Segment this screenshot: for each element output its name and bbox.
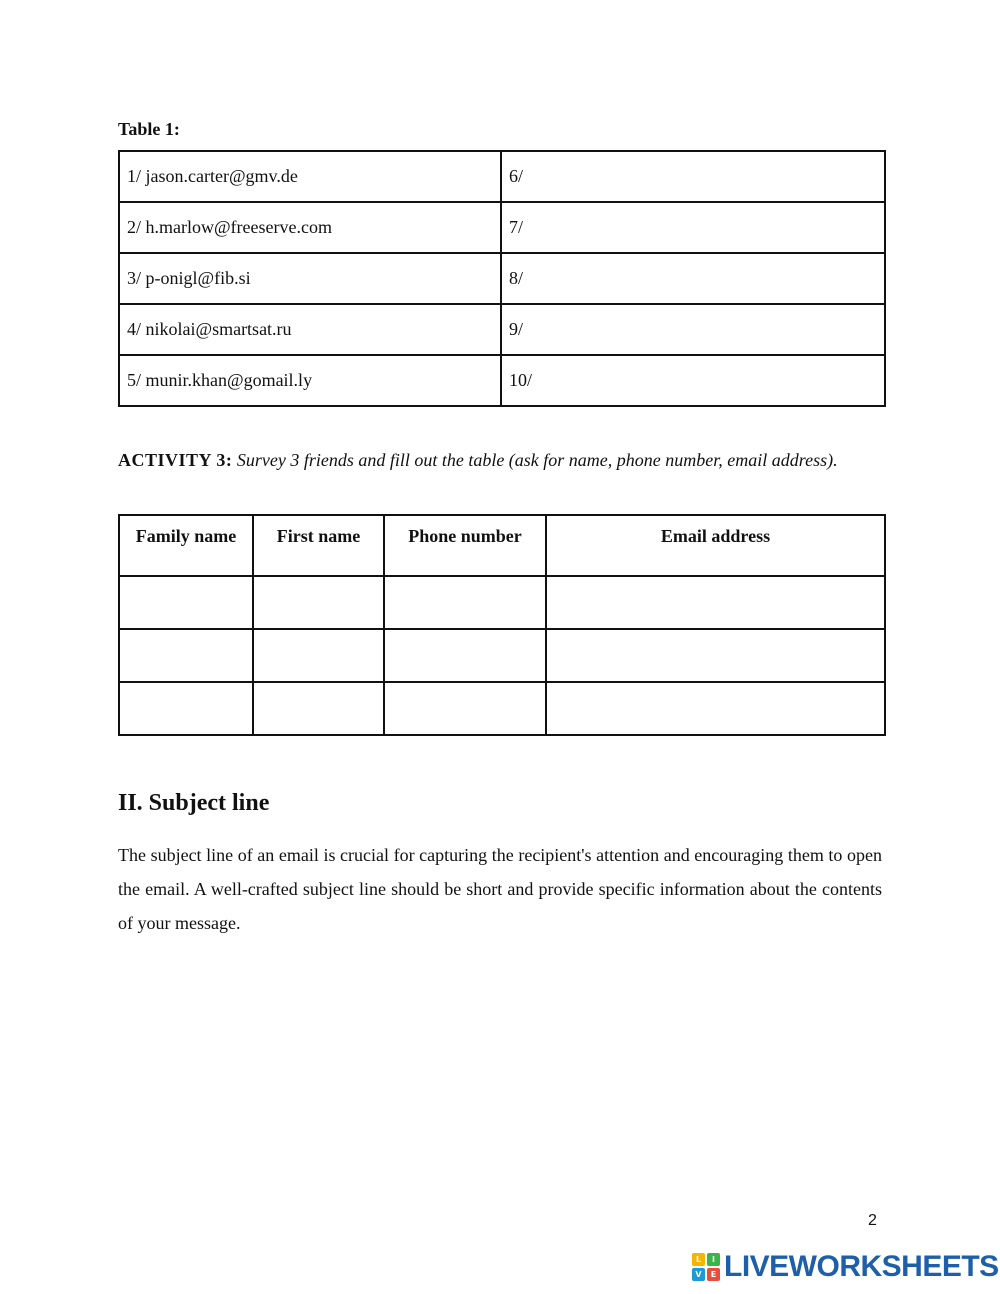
table-cell: 1/ jason.carter@gmv.de <box>119 151 501 202</box>
logo-tile: V <box>692 1268 705 1281</box>
table-cell[interactable] <box>384 576 546 629</box>
activity-3-label: ACTIVITY 3: <box>118 450 233 470</box>
table-cell[interactable] <box>384 629 546 682</box>
liveworksheets-logo[interactable] <box>692 1250 999 1284</box>
table-cell[interactable]: 7/ <box>501 202 885 253</box>
page-number: 2 <box>868 1212 877 1229</box>
table-row <box>119 682 885 735</box>
table-row <box>119 576 885 629</box>
table-cell: 2/ h.marlow@freeserve.com <box>119 202 501 253</box>
table-cell: 3/ p-onigl@fib.si <box>119 253 501 304</box>
logo-tile: E <box>707 1268 720 1281</box>
liveworksheets-brand-text: LIVEWORKSHEETS <box>724 1250 999 1283</box>
table-cell[interactable] <box>119 576 253 629</box>
table-cell[interactable] <box>253 682 384 735</box>
table-row <box>119 629 885 682</box>
table-cell[interactable] <box>119 682 253 735</box>
logo-tile: L <box>692 1253 705 1266</box>
table-cell[interactable]: 8/ <box>501 253 885 304</box>
section-heading: II. Subject line <box>118 790 270 816</box>
logo-tile: I <box>707 1253 720 1266</box>
table-row <box>119 253 885 304</box>
table-row <box>119 304 885 355</box>
section-paragraph: The subject line of an email is crucial for capturing the recipient's attention and encouraging them to open the email. A well-crafted subject line should be short and provide specific information about the contents of your message. <box>118 845 882 933</box>
column-header-phone-number: Phone number <box>384 515 546 576</box>
liveworksheets-logo-icon <box>692 1253 720 1281</box>
table-cell[interactable] <box>253 576 384 629</box>
table-header-row <box>119 515 885 576</box>
table-cell[interactable] <box>119 629 253 682</box>
table-cell[interactable] <box>384 682 546 735</box>
table-row <box>119 355 885 406</box>
table-cell[interactable] <box>253 629 384 682</box>
table-cell[interactable]: 9/ <box>501 304 885 355</box>
table-row <box>119 202 885 253</box>
survey-table <box>118 514 886 736</box>
table-cell[interactable] <box>546 629 885 682</box>
table-cell[interactable] <box>546 682 885 735</box>
table-cell[interactable]: 10/ <box>501 355 885 406</box>
table-1-caption: Table 1: <box>118 119 180 139</box>
table-cell[interactable]: 6/ <box>501 151 885 202</box>
column-header-email-address: Email address <box>546 515 885 576</box>
email-list-table <box>118 150 886 407</box>
table-cell: 5/ munir.khan@gomail.ly <box>119 355 501 406</box>
table-row <box>119 151 885 202</box>
activity-3-instructions <box>118 444 882 477</box>
column-header-family-name: Family name <box>119 515 253 576</box>
table-cell[interactable] <box>546 576 885 629</box>
activity-3-instruction: Survey 3 friends and fill out the table (ask for name, phone number, email address). <box>236 450 838 470</box>
column-header-first-name: First name <box>253 515 384 576</box>
table-cell: 4/ nikolai@smartsat.ru <box>119 304 501 355</box>
